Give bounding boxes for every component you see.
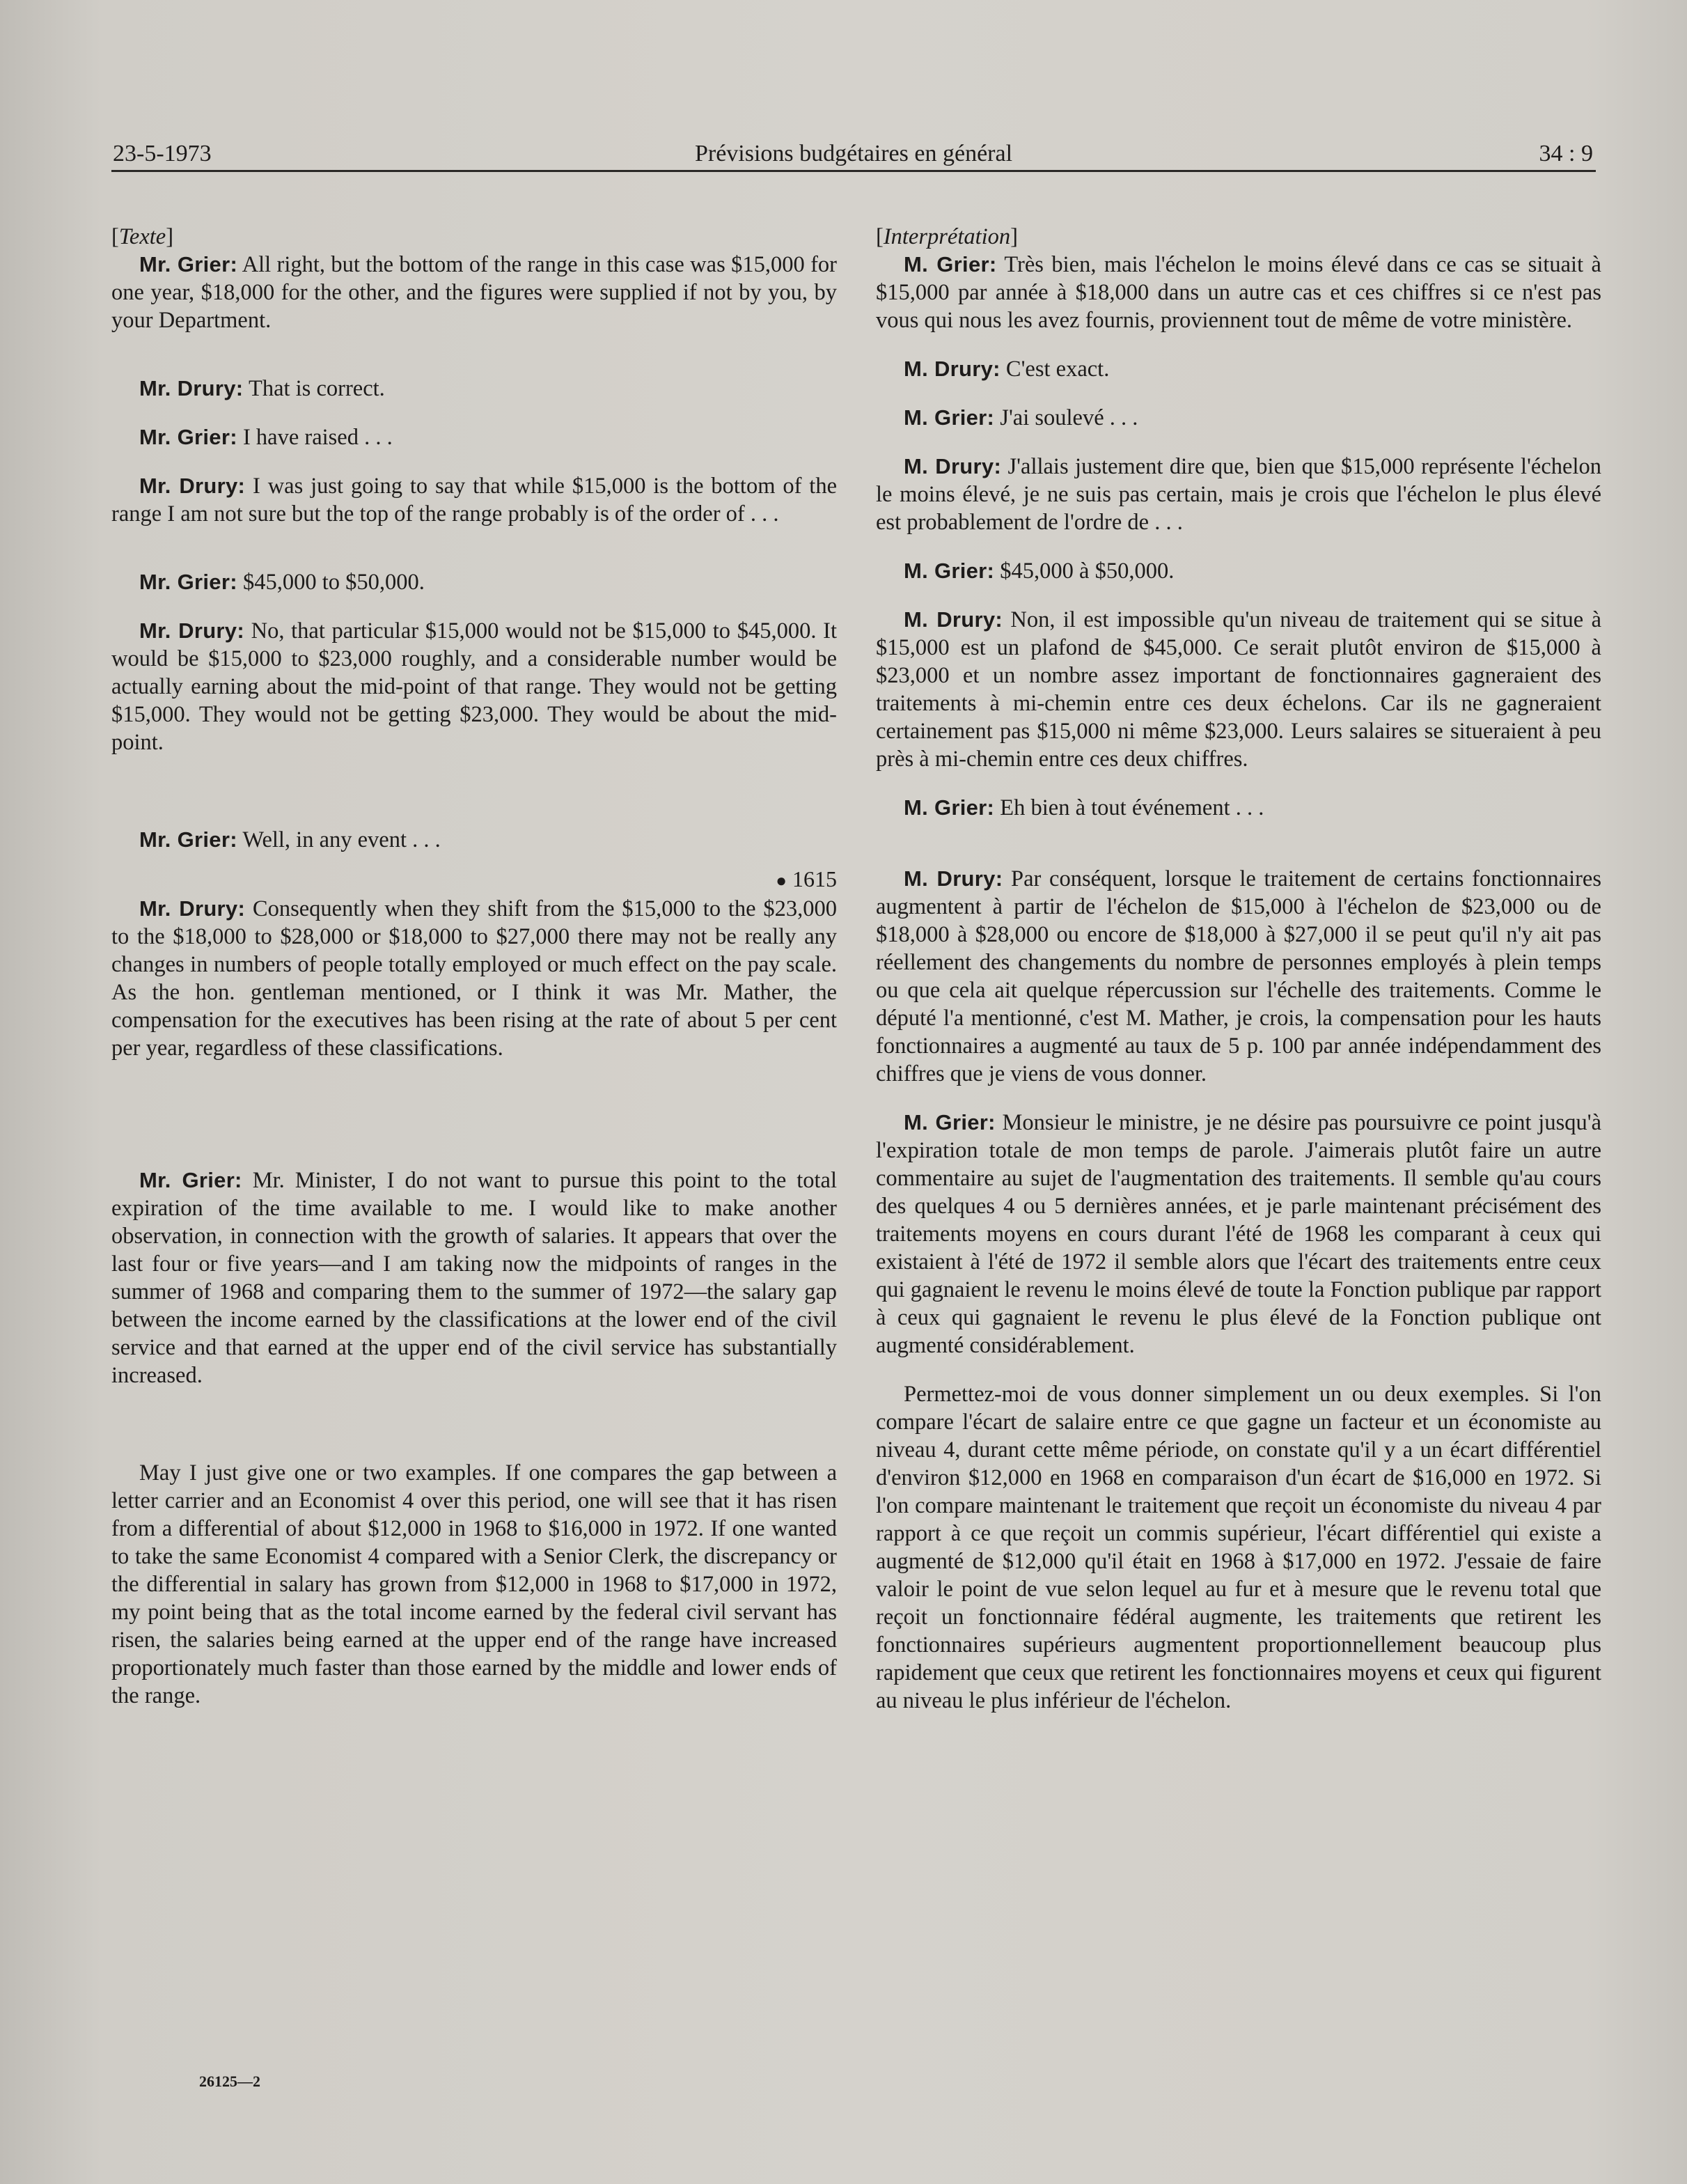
page-number: 34 : 9: [1539, 141, 1593, 166]
speech-text: I have raised . . .: [242, 425, 393, 450]
english-column: [111, 223, 837, 1710]
paragraph: [111, 375, 837, 403]
paragraph: [876, 404, 1601, 432]
speech-text: Consequently when they shift from the $15,000 to the $23,000 to the $18,000 to $28,000 or $18,000 to $27,000 there may not be really any changes in numbers of people totally employed or much effect on the pay scale. As the hon. gentleman mentioned, or I think it was Mr. Mather, the compensation for the executives has been rising at the rate of about 5 per cent per year, regardless of these classifications.: [111, 896, 838, 1061]
time-marker: [111, 865, 837, 895]
speaker-name: M. Grier:: [904, 1110, 996, 1134]
speech-text: J'allais justement dire que, bien que $15,000 représente l'échelon le moins élevé, je ne suis pas certain, mais je crois que l'échelon le plus élevé est probablement de l'ordre de . . .: [876, 454, 1601, 535]
speaker-name: M. Drury:: [904, 607, 1003, 632]
speech-text: $45,000 à $50,000.: [1000, 559, 1175, 584]
speech-text: Mr. Minister, I do not want to pursue this point to the total expiration of the time available to me. I would like to make another observation, in connection with the growth of salaries. It appears that over the last four or five years—and I am taking now the midpoints of ranges in the summer of 1968 and comparing them to the summer of 1972—the salary gap between the income earned by the classifications at the lower end of the civil service and that earned at the upper end of the civil service has substantially increased.: [111, 1168, 838, 1388]
speaker-name: M. Drury:: [904, 357, 1001, 381]
speaker-name: M. Grier:: [904, 795, 995, 820]
section-tag-label: Texte: [118, 224, 166, 249]
speech-text: C'est exact.: [1005, 357, 1110, 382]
speaker-name: Mr. Grier:: [139, 827, 237, 852]
speech-text: May I just give one or two examples. If one compares the gap between a letter carrier and an Economist 4 over this period, one will see that it has risen from a differential of about $12,000 in 1968 to $16,000 in 1972. If one wanted to take the same Economist 4 compared with a Senior Clerk, the discrepancy or the differential in salary has grown from $12,000 in 1968 to $17,000 in 1972, my point being that as the total income earned by the federal civil servant has risen, the salaries being earned at the upper end of the range have increased proportionately much faster than those earned by the middle and lower ends of the range.: [111, 1460, 837, 1708]
speaker-name: M. Drury:: [904, 866, 1003, 891]
speaker-name: M. Grier:: [904, 252, 997, 276]
speech-text: Non, il est impossible qu'un niveau de traitement qui se situe à $15,000 est un plafond de $45,000. Ce serait plutôt environ de $15,000 à $23,000 et un nombre assez important de fonctionnaires gagneraient des traitements à mi-chemin entre ces deux échelons. Car ils ne gagneraient certainement pas $15,000 ni même $23,000. Leurs salaires se situeraient à peu près à mi-chemin entre ces deux chiffres.: [876, 607, 1602, 772]
header-date: 23-5-1973: [113, 141, 212, 166]
paragraph: [111, 1459, 837, 1710]
speech-text: No, that particular $15,000 would not be $15,000 to $45,000. It would be $15,000 to $23,000 roughly, and a considerable number would be actually earning about the mid-point of that range. They would not be getting $15,000. They would not be getting $23,000. They would be about the mid-point.: [111, 618, 837, 755]
paragraph: [876, 453, 1601, 536]
paragraph: [111, 251, 837, 334]
paragraph: [111, 568, 837, 596]
speech-text: Monsieur le ministre, je ne désire pas poursuivre ce point jusqu'à l'expiration totale de mon temps de parole. J'aimerais plutôt faire un autre commentaire au sujet de l'augmentation des traitements. Il semble qu'au cours des quelques 4 ou 5 dernières années, et je parle maintenant précisément des traitements moyens en cours durant l'été de 1968 les comparant à ceux qui existaient à l'été de 1972 il semble alors que l'écart des traitements entre ceux qui gagnaient le revenu le moins élevé de toute la Fonction publique par rapport à ceux qui gagnaient le revenu le plus élevé de la Fonction publique ont augmenté considérablement.: [876, 1110, 1601, 1358]
paragraph: [111, 895, 837, 1062]
speaker-name: Mr. Drury:: [139, 474, 246, 498]
page-header: [111, 136, 1596, 172]
section-tag: [Texte]: [111, 224, 174, 249]
speaker-name: Mr. Drury:: [139, 376, 244, 400]
speech-text: J'ai soulevé . . .: [1000, 405, 1138, 430]
speaker-name: M. Grier:: [904, 405, 995, 430]
speech-text: $45,000 to $50,000.: [242, 570, 425, 595]
paragraph: [876, 606, 1601, 773]
paragraph: [111, 423, 837, 451]
speech-text: That is correct.: [248, 376, 385, 401]
speaker-name: Mr. Grier:: [139, 252, 238, 276]
speech-text: All right, but the bottom of the range in this case was $15,000 for one year, $18,000 for the other, and the figures were supplied if not by you, by your Department.: [111, 252, 837, 333]
printer-code: 26125—2: [199, 2073, 260, 2090]
paragraph: [876, 1380, 1601, 1715]
section-tag-label: Interprétation: [883, 224, 1011, 249]
paragraph: [876, 557, 1601, 585]
french-column: [876, 223, 1601, 1715]
paragraph: [111, 617, 837, 756]
speech-text: Permettez-moi de vous donner simplement un ou deux exemples. Si l'on compare l'écart de salaire entre ce que gagne un facteur et un économiste au niveau 4, durant cette même période, on constate qu'il y a un écart différentiel d'environ $12,000 en 1968 en comparaison d'un écart de $16,000 en 1972. Si l'on compare maintenant le traitement que reçoit un économiste du niveau 4 par rapport à ce que reçoit un commis supérieur, l'écart différentiel qui existe a augmenté de $12,000 qu'il était en 1968 à $17,000 en 1972. J'essaie de faire valoir le point de vue selon lequel au fur et à mesure que le revenu total que reçoit un fonctionnaire fédéral augmente, les traitements que retirent les fonctionnaires supérieurs augmentent proportionnellement beaucoup plus rapidement que ceux que retirent les fonctionnaires moyens et ceux qui figurent au niveau le plus inférieur de l'échelon.: [876, 1382, 1601, 1713]
paragraph: [876, 355, 1601, 383]
speech-text: Très bien, mais l'échelon le moins élevé dans ce cas se situait à $15,000 par année à $18,000 dans un autre cas et ces chiffres si ce n'est pas vous qui nous les avez fournis, proviennent tout de même de votre ministère.: [876, 252, 1601, 333]
paragraph: [111, 1167, 837, 1389]
speech-text: Well, in any event . . .: [242, 827, 441, 852]
speaker-name: M. Drury:: [904, 454, 1002, 478]
speaker-name: Mr. Drury:: [139, 896, 246, 921]
speaker-name: Mr. Grier:: [139, 425, 237, 449]
speaker-name: Mr. Grier:: [139, 570, 237, 594]
speaker-name: M. Grier:: [904, 559, 995, 583]
speaker-name: Mr. Drury:: [139, 618, 244, 643]
speech-text: I was just going to say that while $15,000 is the bottom of the range I am not sure but the top of the range probably is of the order of . . .: [111, 474, 837, 526]
paragraph: [111, 472, 837, 528]
section-tag: [Interprétation]: [876, 224, 1018, 249]
time-marker-label: 1615: [792, 866, 837, 891]
paragraph: [876, 865, 1601, 1088]
paragraph: [876, 251, 1601, 334]
speech-text: Par conséquent, lorsque le traitement de certains fonctionnaires augmentent à partir de l'échelon de $15,000 à l'échelon de $23,000 ou de $18,000 à $28,000 ou encore de $18,000 à $27,000 il se peut qu'il n'y ait pas réellement des changements du nombre de personnes employés à plein temps ou que cela ait quelque répercussion sur l'échelle des traitements. Comme le député l'a mentionné, c'est M. Mather, je crois, la compensation pour les hauts fonctionnaires a augmenté au taux de 5 p. 100 par année indépendamment des chiffres que je viens de vous donner.: [876, 866, 1601, 1086]
speaker-name: Mr. Grier:: [139, 1168, 242, 1192]
paragraph: [876, 794, 1601, 822]
paragraph: [876, 1109, 1601, 1359]
header-title: Prévisions budgétaires en général: [694, 141, 1013, 166]
paragraph: [111, 826, 837, 854]
speech-text: Eh bien à tout événement . . .: [1000, 795, 1264, 820]
bullet-icon: ●: [776, 871, 787, 891]
